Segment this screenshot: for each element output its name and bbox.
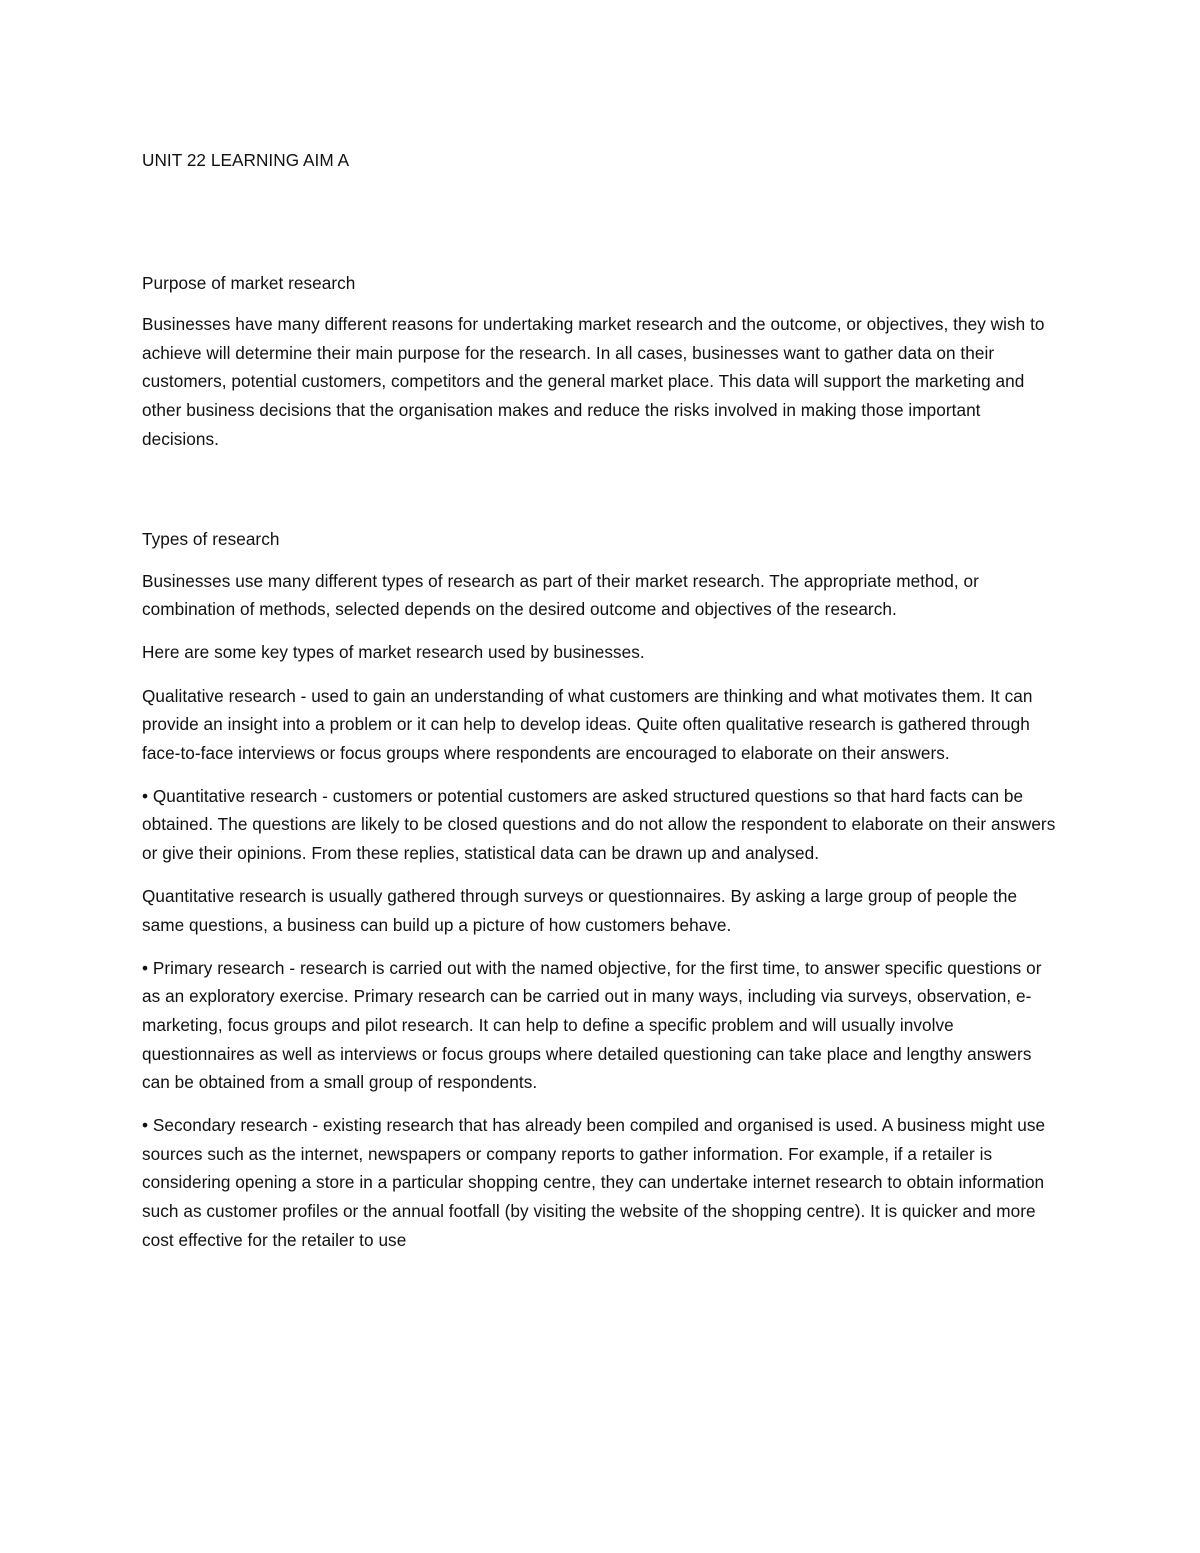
spacer xyxy=(142,767,1062,782)
spacer xyxy=(142,939,1062,954)
spacer xyxy=(142,667,1062,682)
document-title: UNIT 22 LEARNING AIM A xyxy=(142,150,350,170)
spacer xyxy=(142,554,1062,567)
paragraph: Businesses use many different types of research as part of their market research. The appropriate method, or combination of methods, selected depends on the desired outcome and objectives of the research. xyxy=(142,570,979,620)
bullet-primary-research: • Primary research - research is carried out with the named objective, for the first time, to answer specific questions or as an exploratory exercise. Primary research can be carried out in many ways, including via surveys, observation, e-marketing, focus groups and pilot research. It can help to define a specific problem and will usually involve questionnaires as well as interviews or focus groups where detailed questioning can take place and lengthy answers can be obtained from a small group of respondents. xyxy=(142,957,1042,1093)
section-types-of-research xyxy=(142,525,1062,1254)
section-heading: Purpose of market research xyxy=(142,272,356,293)
paragraph: Quantitative research is usually gathered through surveys or questionnaires. By asking a large group of people the same questions, a business can build up a picture of how customers behave. xyxy=(142,886,1018,935)
spacer xyxy=(142,297,1062,310)
paragraph: Businesses have many different reasons for undertaking market research and the outcome, or objectives, they wish to achieve will determine their main purpose for the research. In all cases, businesses want to gather data on their customers, potential customers, competitors and the general market place. This data will support the marketing and other business decisions that the organisation makes and reduce the risks involved in making those important decisions. xyxy=(142,314,1045,449)
section-purpose-of-market-research xyxy=(142,269,1062,454)
spacer xyxy=(142,175,1062,269)
spacer xyxy=(142,1097,1062,1112)
paragraph-qualitative-research: Qualitative research - used to gain an understanding of what customers are thinking and what motivates them. It can provide an insight into a problem or it can help to develop ideas. Quite often qualitative research is gathered through face-to-face interviews or focus groups where respondents are encouraged to elaborate on their answers. xyxy=(142,685,1033,763)
spacer xyxy=(142,453,1062,525)
section-heading: Types of research xyxy=(142,529,280,550)
document-body xyxy=(142,146,1062,1254)
paragraph: Here are some key types of market research used by businesses. xyxy=(142,642,645,663)
spacer xyxy=(142,868,1062,883)
bullet-secondary-research: • Secondary research - existing research that has already been compiled and organised is used. A business might use sources such as the internet, newspapers or company reports to gather information. For example, if a retailer is considering opening a store in a particular shopping centre, they can undertake internet research to obtain information such as customer profiles or the annual footfall (by visiting the website of the shopping centre). It is quicker and more cost effective for the retailer to use xyxy=(142,1115,1046,1250)
bullet-quantitative-research: • Quantitative research - customers or potential customers are asked structured questions so that hard facts can be obtained. The questions are likely to be closed questions and do not allow the respondent to elaborate on their answers or give their opinions. From these replies, statistical data can be drawn up and analysed. xyxy=(142,785,1056,863)
spacer xyxy=(142,624,1062,639)
